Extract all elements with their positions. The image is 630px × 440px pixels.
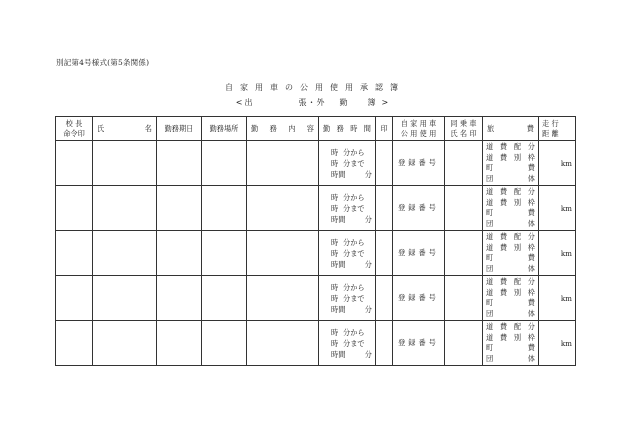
passenger-cell[interactable] [445, 321, 483, 366]
table-row [56, 186, 576, 231]
header-travel-cost: 旅 費 [483, 117, 539, 141]
work-hours-cell[interactable]: 時 分から 時 分まで 時間 分 [319, 186, 376, 231]
principal-seal-cell[interactable] [56, 141, 93, 186]
seal-cell[interactable] [376, 321, 393, 366]
work-place-cell[interactable] [202, 141, 247, 186]
principal-seal-cell[interactable] [56, 276, 93, 321]
name-cell[interactable] [93, 231, 157, 276]
principal-seal-cell[interactable] [56, 186, 93, 231]
travel-cost-cell[interactable]: 道 費 配 分 道 費 別 枠 町 費 団 体 [483, 276, 539, 321]
table-row [56, 141, 576, 186]
header-work-hours: 勤 務 時 間 [319, 117, 376, 141]
subtitle-open: <出 [235, 98, 255, 107]
header-principal-seal: 校 長 命令印 [56, 117, 93, 141]
work-content-cell[interactable] [247, 276, 319, 321]
name-cell[interactable] [93, 321, 157, 366]
travel-cost-cell[interactable]: 道 費 配 分 道 費 別 枠 町 費 団 体 [483, 321, 539, 366]
work-date-cell[interactable] [157, 321, 202, 366]
name-cell[interactable] [93, 276, 157, 321]
passenger-cell[interactable] [445, 231, 483, 276]
subtitle-mid: 張・外 [298, 98, 326, 107]
work-content-cell[interactable] [247, 186, 319, 231]
distance-cell[interactable]: km [539, 231, 576, 276]
distance-cell[interactable]: km [539, 276, 576, 321]
subtitle-close: 簿> [367, 98, 395, 107]
header-name: 氏 名 [93, 117, 157, 141]
passenger-cell[interactable] [445, 276, 483, 321]
travel-cost-cell[interactable]: 道 費 配 分 道 費 別 枠 町 費 団 体 [483, 186, 539, 231]
table-row [56, 231, 576, 276]
table-row [56, 321, 576, 366]
subtitle-end: 勤 [339, 98, 354, 107]
travel-cost-cell[interactable]: 道 費 配 分 道 費 別 枠 町 費 団 体 [483, 141, 539, 186]
header-passenger: 同 乗 車 氏 名 印 [445, 117, 483, 141]
form-reference-note: 別記第4号様式(第5条関係) [56, 58, 150, 67]
work-hours-cell[interactable]: 時 分から 時 分まで 時間 分 [319, 231, 376, 276]
name-cell[interactable] [93, 141, 157, 186]
registration-number-cell[interactable]: 登録番号 [393, 141, 445, 186]
header-private-car-use: 自 家 用 車 公 用 使 用 [393, 117, 445, 141]
seal-cell[interactable] [376, 231, 393, 276]
table-row [56, 276, 576, 321]
distance-cell[interactable]: km [539, 141, 576, 186]
registration-number-cell[interactable]: 登録番号 [393, 186, 445, 231]
seal-cell[interactable] [376, 186, 393, 231]
seal-cell[interactable] [376, 141, 393, 186]
work-date-cell[interactable] [157, 276, 202, 321]
travel-cost-cell[interactable]: 道 費 配 分 道 費 別 枠 町 費 団 体 [483, 231, 539, 276]
distance-cell[interactable]: km [539, 186, 576, 231]
registration-number-cell[interactable]: 登録番号 [393, 276, 445, 321]
passenger-cell[interactable] [445, 186, 483, 231]
header-work-date: 勤務期日 [157, 117, 202, 141]
table-header-row [56, 117, 576, 141]
work-date-cell[interactable] [157, 141, 202, 186]
work-content-cell[interactable] [247, 321, 319, 366]
name-cell[interactable] [93, 186, 157, 231]
header-work-place: 勤務場所 [202, 117, 247, 141]
form-subtitle [0, 97, 630, 108]
work-place-cell[interactable] [202, 231, 247, 276]
passenger-cell[interactable] [445, 141, 483, 186]
work-place-cell[interactable] [202, 186, 247, 231]
work-content-cell[interactable] [247, 231, 319, 276]
work-hours-cell[interactable]: 時 分から 時 分まで 時間 分 [319, 276, 376, 321]
work-place-cell[interactable] [202, 276, 247, 321]
work-date-cell[interactable] [157, 231, 202, 276]
header-work-content: 勤 務 内 容 [247, 117, 319, 141]
distance-cell[interactable]: km [539, 321, 576, 366]
work-content-cell[interactable] [247, 141, 319, 186]
registration-number-cell[interactable]: 登録番号 [393, 321, 445, 366]
form-title: 自家用車の公用使用承認簿 [225, 83, 405, 92]
principal-seal-cell[interactable] [56, 231, 93, 276]
work-place-cell[interactable] [202, 321, 247, 366]
work-hours-cell[interactable]: 時 分から 時 分まで 時間 分 [319, 141, 376, 186]
work-hours-cell[interactable]: 時 分から 時 分まで 時間 分 [319, 321, 376, 366]
header-seal: 印 [376, 117, 393, 141]
approval-register-table [55, 116, 576, 366]
seal-cell[interactable] [376, 276, 393, 321]
header-distance: 走 行 距 離 [539, 117, 576, 141]
principal-seal-cell[interactable] [56, 321, 93, 366]
work-date-cell[interactable] [157, 186, 202, 231]
registration-number-cell[interactable]: 登録番号 [393, 231, 445, 276]
